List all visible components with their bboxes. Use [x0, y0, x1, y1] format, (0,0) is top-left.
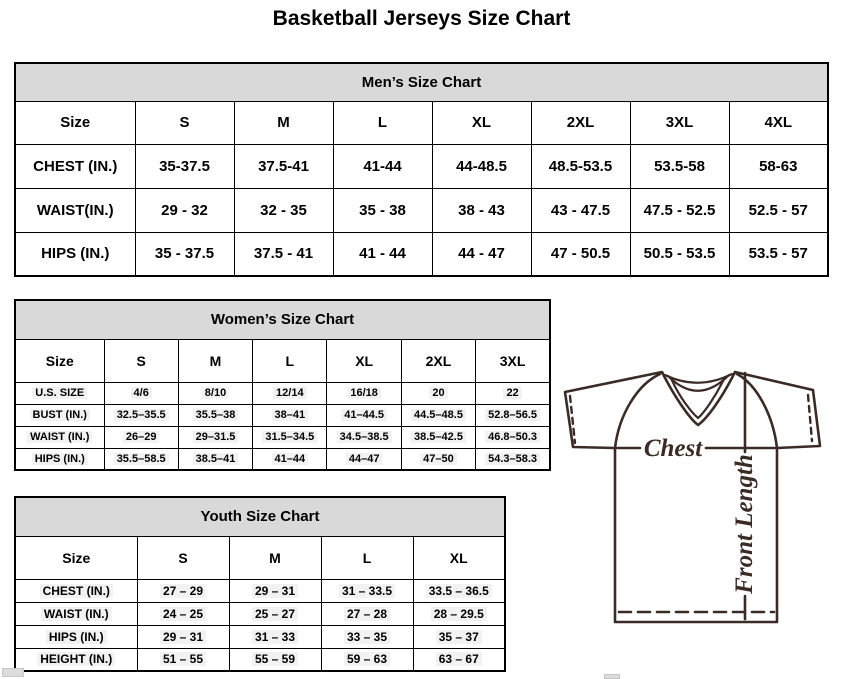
- size-value-text: 16/18: [347, 387, 381, 399]
- size-value-text: 34.5–38.5: [337, 431, 392, 443]
- table-row: [15, 448, 550, 470]
- size-value: [321, 648, 413, 671]
- right-armhole-seam: [737, 374, 777, 448]
- table-row: [15, 602, 505, 625]
- youth-size-chart-table: [14, 496, 506, 672]
- size-value-text: 29 – 31: [160, 630, 206, 644]
- size-value: [137, 579, 229, 602]
- size-value-text: 46.8–50.3: [485, 431, 540, 443]
- size-value-text: 44–47: [346, 453, 383, 465]
- mens-size-chart-table: [14, 62, 829, 277]
- row-label: [15, 382, 104, 404]
- column-header: L: [321, 536, 413, 579]
- size-value-text: 63 – 67: [436, 652, 482, 666]
- row-label-text: WAIST (IN.): [41, 607, 112, 621]
- row-label-text: U.S. SIZE: [32, 387, 87, 399]
- column-header: S: [104, 339, 178, 382]
- size-value-text: 51 – 55: [160, 652, 206, 666]
- size-value: 47 - 50.5: [531, 232, 630, 276]
- row-label: WAIST(IN.): [15, 188, 135, 232]
- size-value: [413, 625, 505, 648]
- column-header-size: Size: [15, 101, 135, 144]
- womens-size-chart-table: [14, 299, 551, 471]
- size-value: 35 - 37.5: [135, 232, 234, 276]
- size-value: [476, 404, 550, 426]
- size-value: [413, 579, 505, 602]
- page-title: Basketball Jerseys Size Chart: [272, 7, 571, 30]
- table-row: [15, 144, 828, 188]
- row-label-text: BUST (IN.): [30, 409, 90, 421]
- size-value: [413, 648, 505, 671]
- size-value: 53.5 - 57: [729, 232, 828, 276]
- size-value: [253, 448, 327, 470]
- size-value: [178, 426, 252, 448]
- row-label-text: WAIST (IN.): [27, 431, 92, 443]
- size-value: [476, 382, 550, 404]
- size-value: [321, 579, 413, 602]
- size-value: [401, 382, 475, 404]
- womens-chart-title: Women’s Size Chart: [15, 300, 550, 339]
- size-value-text: 4/6: [131, 387, 152, 399]
- column-header: S: [137, 536, 229, 579]
- row-label-text: HIPS (IN.): [32, 453, 88, 465]
- size-value-text: 33.5 – 36.5: [426, 584, 492, 598]
- column-header: S: [135, 101, 234, 144]
- youth-chart-title: Youth Size Chart: [15, 497, 505, 536]
- size-value: [321, 625, 413, 648]
- column-header: 4XL: [729, 101, 828, 144]
- size-value: [321, 602, 413, 625]
- row-label-text: HEIGHT (IN.): [37, 652, 115, 666]
- size-value-text: 8/10: [202, 387, 229, 399]
- size-value: 37.5 - 41: [234, 232, 333, 276]
- size-value-text: 22: [503, 387, 521, 399]
- size-value-text: 41–44: [272, 453, 309, 465]
- row-label: [15, 648, 137, 671]
- table-row: [15, 232, 828, 276]
- row-label: [15, 448, 104, 470]
- size-value: [327, 404, 401, 426]
- row-label: [15, 426, 104, 448]
- size-value: [476, 448, 550, 470]
- size-value: [327, 426, 401, 448]
- size-value: [401, 426, 475, 448]
- column-header-size: Size: [15, 339, 104, 382]
- jersey-diagram: [556, 362, 838, 662]
- size-value: 29 - 32: [135, 188, 234, 232]
- column-header: 3XL: [630, 101, 729, 144]
- size-value-text: 24 – 25: [160, 607, 206, 621]
- size-value-text: 27 – 29: [160, 584, 206, 598]
- size-value: 35 - 38: [333, 188, 432, 232]
- size-value-text: 44.5–48.5: [411, 409, 466, 421]
- size-value-text: 31.5–34.5: [262, 431, 317, 443]
- size-value: [253, 404, 327, 426]
- size-value-text: 47–50: [420, 453, 457, 465]
- size-value: 52.5 - 57: [729, 188, 828, 232]
- size-value-text: 31 – 33.5: [339, 584, 395, 598]
- size-value-text: 52.8–56.5: [485, 409, 540, 421]
- size-value: [253, 382, 327, 404]
- column-header: XL: [327, 339, 401, 382]
- size-value: [401, 404, 475, 426]
- size-value-text: 59 – 63: [344, 652, 390, 666]
- size-value: [229, 579, 321, 602]
- size-value: 38 - 43: [432, 188, 531, 232]
- column-header: 3XL: [476, 339, 550, 382]
- size-value: [104, 426, 178, 448]
- size-value: [137, 602, 229, 625]
- size-value: [327, 448, 401, 470]
- size-value-text: 38.5–41: [193, 453, 239, 465]
- size-value: 48.5-53.5: [531, 144, 630, 188]
- row-label: CHEST (IN.): [15, 144, 135, 188]
- size-value-text: 33 – 35: [344, 630, 390, 644]
- size-value-text: 31 – 33: [252, 630, 298, 644]
- size-value: 58-63: [729, 144, 828, 188]
- size-value-text: 12/14: [273, 387, 307, 399]
- size-value: [253, 426, 327, 448]
- size-value: 35-37.5: [135, 144, 234, 188]
- column-header: 2XL: [401, 339, 475, 382]
- size-value: 32 - 35: [234, 188, 333, 232]
- size-value: [178, 404, 252, 426]
- size-value-text: 27 – 28: [344, 607, 390, 621]
- size-value-text: 38.5–42.5: [411, 431, 466, 443]
- size-value-text: 35.5–58.5: [114, 453, 169, 465]
- table-row: [15, 648, 505, 671]
- row-label: HIPS (IN.): [15, 232, 135, 276]
- size-value: [104, 382, 178, 404]
- size-value-text: 29–31.5: [193, 431, 239, 443]
- row-label: [15, 625, 137, 648]
- column-header: M: [178, 339, 252, 382]
- selection-handle-artifact: [604, 674, 620, 679]
- size-value: [476, 426, 550, 448]
- column-header: XL: [432, 101, 531, 144]
- size-value-text: 55 – 59: [252, 652, 298, 666]
- selection-handle-artifact: [2, 668, 24, 677]
- row-label-text: CHEST (IN.): [40, 584, 113, 598]
- table-row: [15, 382, 550, 404]
- size-value-text: 54.3–58.3: [485, 453, 540, 465]
- size-value-text: 32.5–35.5: [114, 409, 169, 421]
- size-value-text: 25 – 27: [252, 607, 298, 621]
- size-value-text: 41–44.5: [341, 409, 387, 421]
- size-value-text: 35 – 37: [436, 630, 482, 644]
- size-value: [229, 602, 321, 625]
- column-header: M: [234, 101, 333, 144]
- row-label: [15, 579, 137, 602]
- column-header: 2XL: [531, 101, 630, 144]
- jersey-outline: [565, 372, 820, 622]
- size-value: [137, 625, 229, 648]
- size-value: [401, 448, 475, 470]
- size-value: [229, 648, 321, 671]
- size-value-text: 28 – 29.5: [431, 607, 487, 621]
- size-value: 43 - 47.5: [531, 188, 630, 232]
- size-value: 44 - 47: [432, 232, 531, 276]
- table-row: [15, 404, 550, 426]
- mens-chart-title: Men’s Size Chart: [15, 63, 828, 101]
- table-row: [15, 188, 828, 232]
- chest-dimension-label: Chest: [643, 435, 703, 462]
- size-value: [104, 448, 178, 470]
- table-row: [15, 579, 505, 602]
- column-header: L: [253, 339, 327, 382]
- size-value-text: 26–29: [123, 431, 160, 443]
- size-value-text: 20: [429, 387, 447, 399]
- size-value: [178, 448, 252, 470]
- column-header: M: [229, 536, 321, 579]
- size-value: 41-44: [333, 144, 432, 188]
- table-row: [15, 426, 550, 448]
- size-value: 53.5-58: [630, 144, 729, 188]
- size-value: [229, 625, 321, 648]
- size-value: [137, 648, 229, 671]
- size-value: 47.5 - 52.5: [630, 188, 729, 232]
- size-value-text: 29 – 31: [252, 584, 298, 598]
- row-label-text: HIPS (IN.): [46, 630, 107, 644]
- column-header-size: Size: [15, 536, 137, 579]
- right-cuff-dashed-line: [808, 395, 812, 441]
- size-value: [104, 404, 178, 426]
- size-value-text: 35.5–38: [193, 409, 239, 421]
- row-label: [15, 602, 137, 625]
- column-header: L: [333, 101, 432, 144]
- size-value-text: 38–41: [272, 409, 309, 421]
- size-value: [327, 382, 401, 404]
- size-value: [178, 382, 252, 404]
- size-value: 44-48.5: [432, 144, 531, 188]
- size-value: 41 - 44: [333, 232, 432, 276]
- size-value: 37.5-41: [234, 144, 333, 188]
- front-length-dimension-label: Front Length: [731, 454, 758, 594]
- column-header: XL: [413, 536, 505, 579]
- table-row: [15, 625, 505, 648]
- size-value: 50.5 - 53.5: [630, 232, 729, 276]
- size-value: [413, 602, 505, 625]
- row-label: [15, 404, 104, 426]
